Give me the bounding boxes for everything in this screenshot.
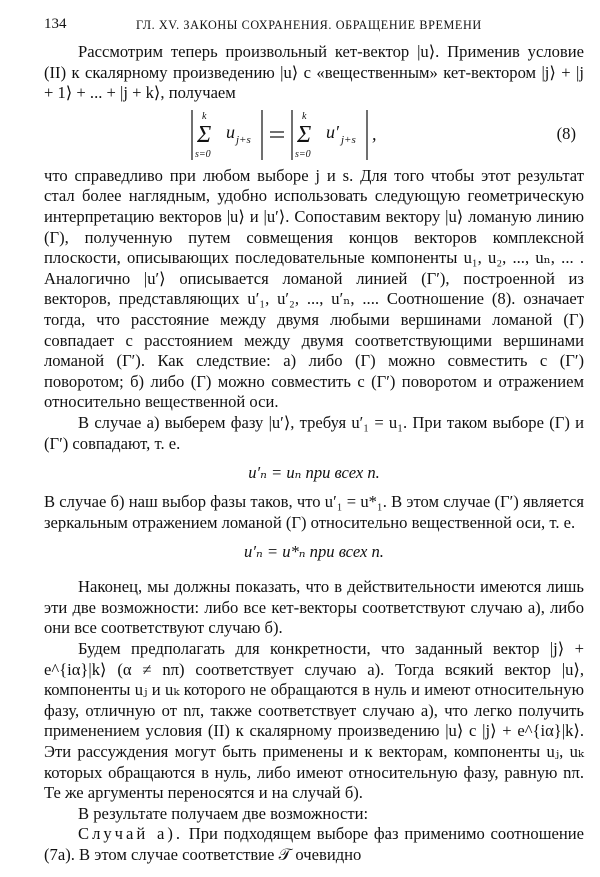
eq8-upper-right: k <box>302 110 307 122</box>
paragraph-1: Рассмотрим теперь произвольный кет-вектор |u⟩. Применив условие (II) к скалярному произведению |u⟩ с «вещественным» кет-вектором |j⟩ + |j + 1⟩ + ... + |j + k⟩, получаем <box>44 42 584 103</box>
equation-8-graphic <box>184 104 444 166</box>
paragraph-6: Будем предполагать для конкретности, что заданный вектор |j⟩ + e^{iα}|k⟩ (α ≠ nπ) соответствует случаю а). Тогда всякий вектор |u⟩, компоненты uⱼ и uₖ которого не обращаются в нуль и имеют относительную фазу, отличную от nπ, также соответствует случаю а), что легко получить применением условия (II) к скалярному произведению |u⟩ с |j⟩ + e^{iα}|k⟩. Эти рассуждения могут быть применены и к векторам, компоненты uⱼ, uₖ которых обращаются в нуль, либо имеют относительную фазу, равную nπ. Те же аргументы переносятся и на случай б). <box>44 639 584 803</box>
eq8-sub-right: j+s <box>341 133 356 146</box>
equation-8 <box>44 104 584 166</box>
running-head <box>44 16 584 36</box>
eq8-sub-left: j+s <box>236 133 251 146</box>
eq8-u-right: u′ <box>326 121 339 142</box>
paragraph-8 <box>44 824 584 865</box>
eq8-u-left: u <box>226 121 235 142</box>
paragraph-7: В результате получаем две возможности: <box>78 803 369 823</box>
equation-case-b: u′ₙ = u*ₙ при всех n. <box>244 541 384 561</box>
eq8-sigma-right: Σ <box>297 121 312 148</box>
paragraph-4: В случае б) наш выбор фазы таков, что u′₁ = u*₁. В этом случае (Г′) является зеркальным отражением ломаной (Г) относительно вещественной оси, т. е. <box>44 492 584 532</box>
paragraph-2: что справедливо при любом выборе j и s. Для того чтобы этот результат стал более наглядным, удобно использовать следующую геометрическую интерпретацию векторов |u⟩ и |u′⟩. Сопоставим вектору |u⟩ ломаную линию (Г), полученную путем совмещения концов векторов комплексной плоскости, описывающих последовательные компоненты u₁, u₂, ..., uₙ, ... . Аналогично |u′⟩ описывается ломаной линией (Г′), построенной из векторов, представляющих u′₁, u′₂, ..., u′ₙ, .... Соотношение (8). означает тогда, что расстояние между двумя любыми вершинами ломаной (Г) совпадает с расстоянием между двумя соответствующими вершинами ломаной (Г′). Как следствие: а) либо (Г) можно совместить с (Г′) поворотом; б) либо (Г) можно совместить с (Г′) поворотом и отражением относительно вещественной оси. <box>44 165 584 412</box>
case-a-text: При подходящем выборе фаз применимо соотношение (7а). В этом случае соответствие 𝒯 очевидно <box>44 824 584 864</box>
chapter-title: ГЛ. XV. ЗАКОНЫ СОХРАНЕНИЯ. ОБРАЩЕНИЕ ВРЕМЕНИ <box>136 18 482 32</box>
equation-case-a: u′ₙ = uₙ при всех n. <box>248 462 380 482</box>
body-text <box>44 42 584 866</box>
eq8-sigma-left: Σ <box>197 121 212 148</box>
page-number: 134 <box>44 16 67 32</box>
paragraph-3: В случае а) выберем фазу |u′⟩, требуя u′₁ = u₁. При таком выборе (Г) и (Г′) совпадают, т. е. <box>44 412 584 453</box>
eq8-lower-left: s=0 <box>195 148 211 160</box>
eq8-comma: , <box>372 123 377 144</box>
paragraph-5: Наконец, мы должны показать, что в действительности имеются лишь эти две возможности: либо все кет-векторы соответствуют случаю а), либо они все соответствуют случаю б). <box>44 577 584 638</box>
eq8-upper-left: k <box>202 110 207 122</box>
equation-number: (8) <box>556 124 576 144</box>
eq8-lower-right: s=0 <box>295 148 311 160</box>
case-a-heading: Случай а). <box>78 824 184 844</box>
